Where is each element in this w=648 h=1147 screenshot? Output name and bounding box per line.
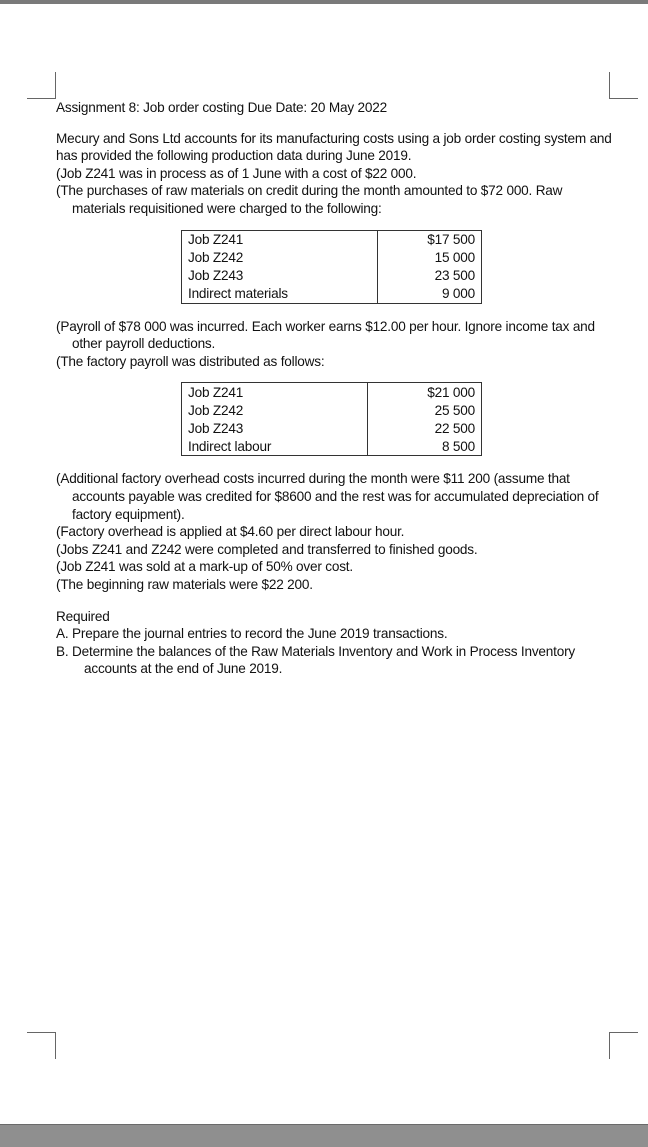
row-amount: 8 500 — [368, 437, 482, 456]
row-amount: $21 000 — [368, 383, 482, 402]
table-row — [182, 230, 482, 249]
bottom-bar — [0, 1124, 648, 1147]
row-label: Job Z241 — [182, 383, 368, 402]
table-row — [182, 437, 482, 456]
crop-mark-top-right — [609, 72, 638, 99]
row-label: Job Z242 — [182, 249, 378, 267]
item-job-sold: (Job Z241 was sold at a mark-up of 50% over cost. — [56, 559, 353, 575]
row-label: Job Z243 — [182, 267, 378, 285]
item-jobs-completed: (Jobs Z241 and Z242 were completed and transferred to finished goods. — [56, 541, 478, 557]
item-payroll: (Payroll of $78 000 was incurred. Each worker earns $12.00 per hour. Ignore income tax and other payroll deductions. — [56, 318, 595, 352]
item-raw-materials-purchases: (The purchases of raw materials on credit during the month amounted to $72 000. Raw materials requisitioned were charged to the following: — [56, 183, 563, 216]
table-row — [182, 419, 482, 437]
required-item-a: A. Prepare the journal entries to record the June 2019 transactions. — [56, 626, 448, 642]
required-item-b: B. Determine the balances of the Raw Materials Inventory and Work in Process Inventory accounts at the end of June 2019. — [56, 643, 575, 677]
row-label: Job Z243 — [182, 419, 368, 437]
row-amount: 23 500 — [378, 267, 482, 285]
row-amount: 25 500 — [368, 401, 482, 419]
labour-distribution-table — [181, 382, 482, 456]
table-row — [182, 401, 482, 419]
table-row — [182, 249, 482, 267]
row-amount: $17 500 — [378, 230, 482, 249]
item-overhead-costs: (Additional factory overhead costs incurred during the month were $11 200 (assume that accounts payable was credited for $8600 and the rest was for accumulated depreciation of factory equipment). — [56, 471, 599, 522]
required-heading: Required — [56, 608, 110, 624]
item-job-in-process: (Job Z241 was in process as of 1 June with a cost of $22 000. — [56, 165, 417, 181]
crop-mark-bottom-right — [609, 1032, 638, 1059]
intro-paragraph: Mecury and Sons Ltd accounts for its manufacturing costs using a job order costing system and has provided the following production data during June 2019. — [56, 130, 612, 164]
item-beginning-materials: (The beginning raw materials were $22 200. — [56, 576, 313, 592]
row-label: Indirect labour — [182, 437, 368, 456]
materials-requisition-table — [181, 230, 482, 304]
crop-mark-bottom-left — [27, 1032, 56, 1059]
row-amount: 22 500 — [368, 419, 482, 437]
row-label: Job Z241 — [182, 230, 378, 249]
table-row — [182, 267, 482, 285]
row-label: Job Z242 — [182, 401, 368, 419]
document-content — [56, 99, 616, 678]
assignment-title: Assignment 8: Job order costing Due Date: 20 May 2022 — [56, 100, 387, 115]
item-payroll-distribution: (The factory payroll was distributed as follows: — [56, 353, 325, 369]
item-overhead-rate: (Factory overhead is applied at $4.60 per direct labour hour. — [56, 524, 405, 540]
crop-mark-top-left — [27, 72, 56, 99]
row-label: Indirect materials — [182, 285, 378, 304]
table-row — [182, 383, 482, 402]
table-row — [182, 285, 482, 304]
row-amount: 15 000 — [378, 249, 482, 267]
row-amount: 9 000 — [378, 285, 482, 304]
